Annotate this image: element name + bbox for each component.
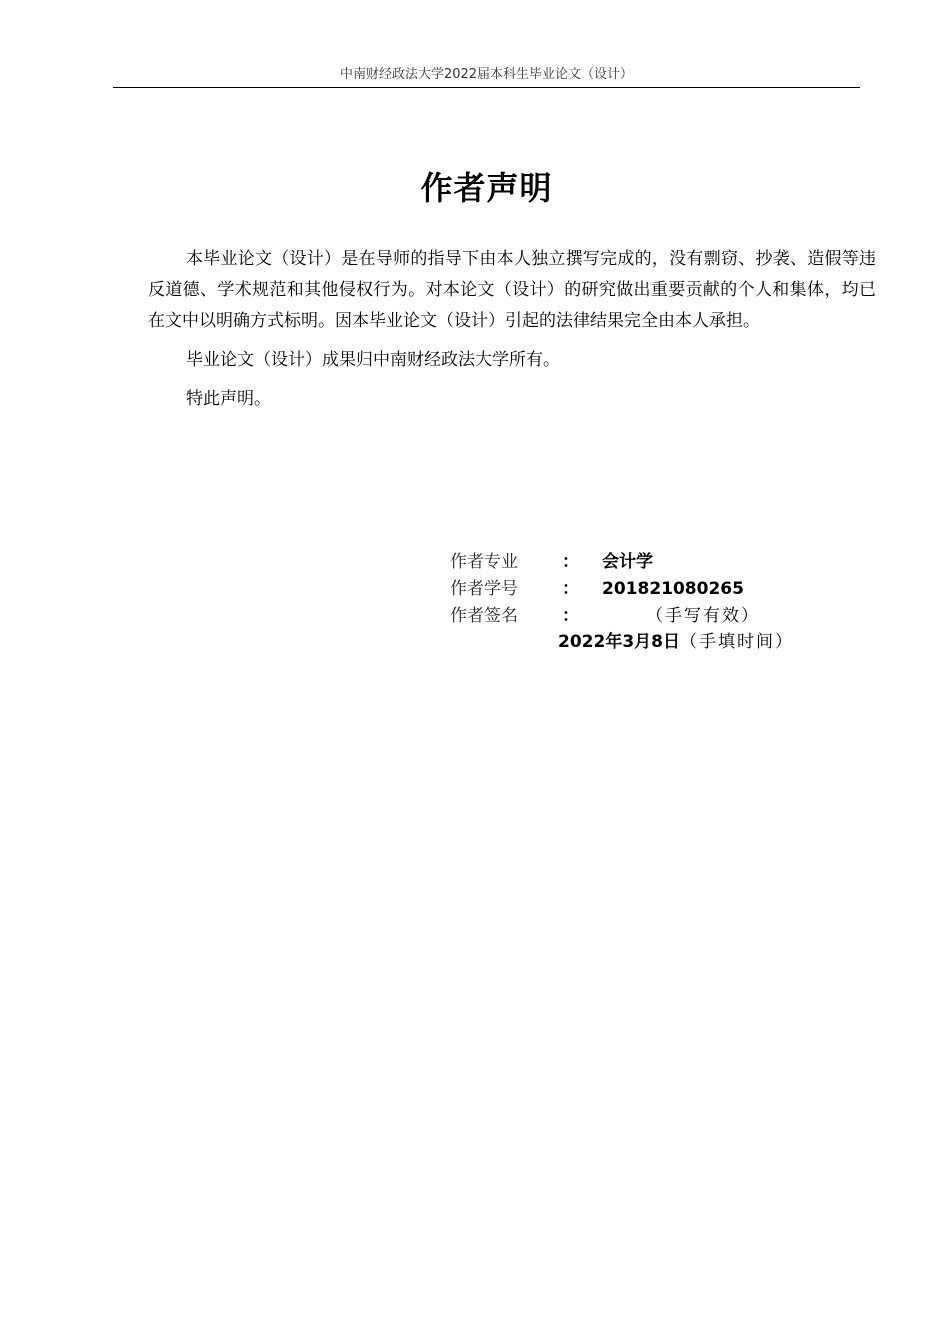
author-major-label: 作者专业 xyxy=(450,552,518,572)
author-id-label: 作者学号 xyxy=(450,579,518,599)
author-major-colon: ： xyxy=(562,552,579,572)
header-divider xyxy=(113,87,860,88)
declaration-body xyxy=(148,244,876,423)
author-id-colon: ： xyxy=(562,579,579,599)
declaration-paragraph-2: 毕业论文（设计）成果归中南财经政法大学所有。 xyxy=(186,350,560,370)
declaration-paragraph-1: 本毕业论文（设计）是在导师的指导下由本人独立撰写完成的，没有剽窃、抄袭、造假等违反道德、学术规范和其他侵权行为。对本论文（设计）的研究做出重要贡献的个人和集体，均已在文中以明确方式标明。因本毕业论文（设计）引起的法律结果完全由本人承担。 xyxy=(148,249,876,331)
declaration-paragraph-3: 特此声明。 xyxy=(186,389,271,409)
page-title: 作者声明 xyxy=(420,169,553,207)
declaration-date-row xyxy=(558,629,794,656)
date-handwritten-note: （手填时间） xyxy=(679,632,794,652)
author-signature-label: 作者签名 xyxy=(450,606,518,626)
running-header: 中南财经政法大学2022届本科生毕业论文（设计） xyxy=(339,67,634,82)
author-signature-colon: ： xyxy=(562,606,579,626)
author-major-value: 会计学 xyxy=(602,552,653,572)
author-id-value: 201821080265 xyxy=(602,579,744,599)
declaration-date: 2022年3月8日 xyxy=(558,632,680,652)
signature-handwritten-note: （手写有效） xyxy=(646,606,760,626)
